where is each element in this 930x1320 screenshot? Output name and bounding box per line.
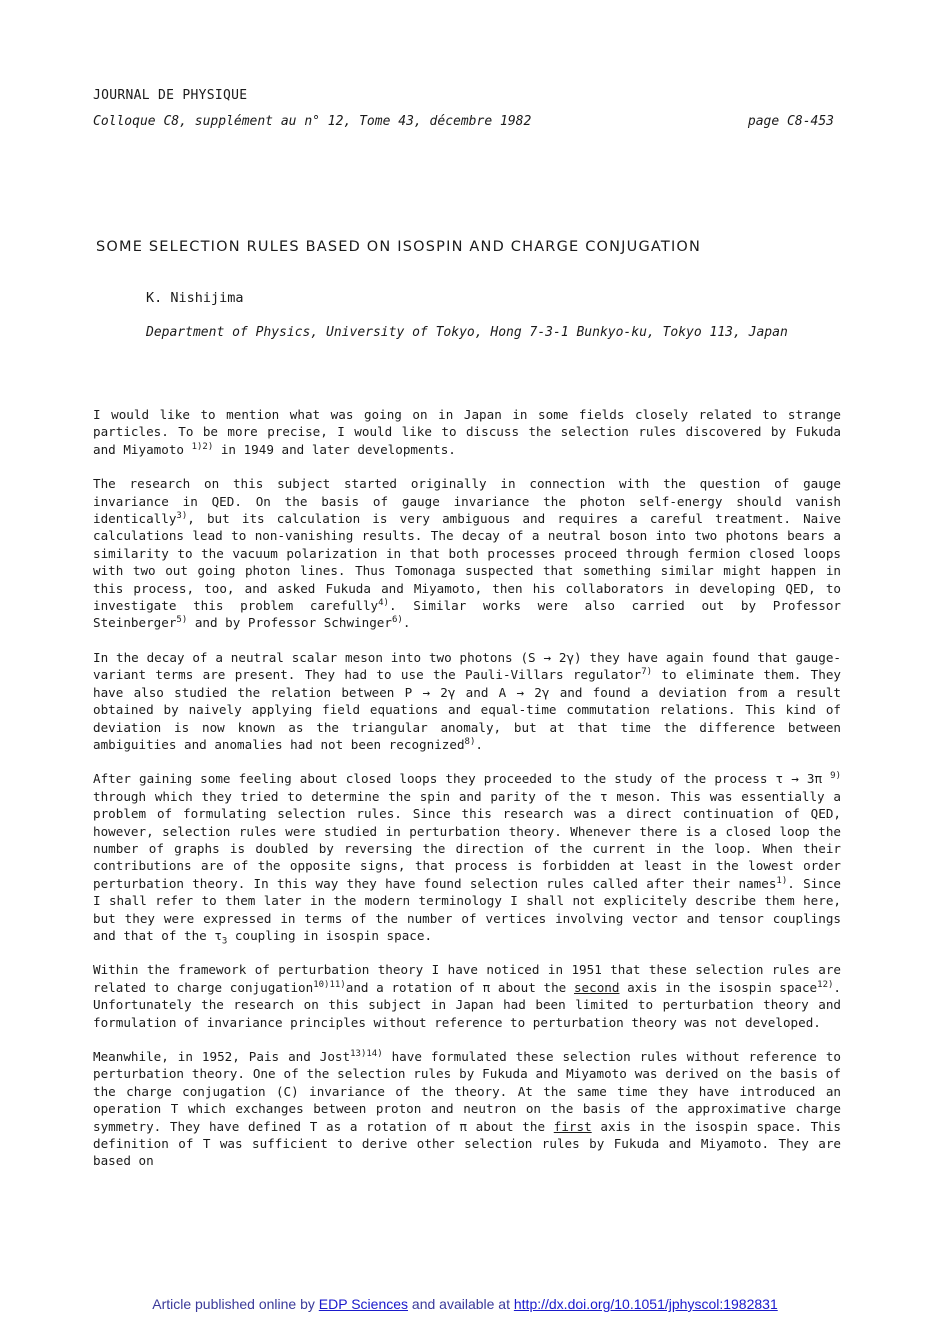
author-name: K. Nishijima bbox=[146, 290, 244, 306]
doi-link[interactable]: http://dx.doi.org/10.1051/jphyscol:1982831 bbox=[513, 1296, 778, 1312]
paragraph-5 bbox=[93, 961, 841, 1031]
footer-middle: and available at bbox=[408, 1296, 514, 1312]
paragraph-4 bbox=[93, 770, 842, 947]
text-run: in 1949 and later developments. bbox=[213, 441, 456, 457]
reference-mark: 1)2) bbox=[191, 441, 214, 452]
journal-name: JOURNAL DE PHYSIQUE bbox=[93, 88, 248, 103]
page-number: page C8-453 bbox=[747, 114, 834, 129]
reference-mark: 8) bbox=[464, 736, 476, 747]
text-run: and by Professor Schwinger bbox=[187, 615, 392, 631]
reference-mark: 9) bbox=[830, 771, 841, 782]
text-run: After gaining some feeling about closed loops they proceeded to the study of the process τ → 3π bbox=[93, 771, 831, 787]
reference-mark: 5) bbox=[176, 615, 188, 626]
text-run: , but its calculation is very ambiguous and requires a careful treatment. Naive calculations lead to non-vanishing results. The decay of a neutral boson into two photons bears a similarity to the vacuum polarization in that both processes proceed through fermion closed loops with two out going photon lines. Thus Tomonaga suspected that something similar might happen in this process, too, and asked Fukuda and Miyamoto, then his collaborators in developing QED, to investigate this problem carefully bbox=[93, 511, 841, 614]
text-run: In the decay of a neutral scalar meson into two photons (S → 2γ) they have again found that gauge-variant terms are present. They had to use the Pauli-Villars regulator bbox=[93, 649, 841, 683]
author-affiliation: Department of Physics, University of Tokyo, Hong 7-3-1 Bunkyo-ku, Tokyo 113, Japan bbox=[146, 325, 788, 340]
reference-mark: 10)11) bbox=[313, 979, 346, 990]
text-run: axis in the isospin space. This definition of T was sufficient to derive other selection rules by Fukuda and Miyamoto. They are based on bbox=[93, 1118, 841, 1169]
text-run: . bbox=[475, 736, 483, 752]
subscript: 3 bbox=[221, 936, 228, 947]
text-run: I would like to mention what was going on in Japan in some fields closely related to strange particles. To be more precise, I would like to discuss the selection rules discovered by Fukuda and Miyamoto bbox=[93, 407, 841, 457]
underlined-word: second bbox=[573, 979, 620, 995]
reference-mark: 7) bbox=[641, 667, 653, 678]
paragraph-6 bbox=[93, 1048, 841, 1170]
reference-mark: 13)14) bbox=[350, 1048, 383, 1059]
text-run: through which they tried to determine the spin and parity of the τ meson. This was essentially a problem of formulating selection rules. Since this research was a direct continuation of QED, however, selection rules were studied in perturbation theory. Whenever there is a closed loop the number of graphs is doubled by reversing the direction of the current in the loop. When their contributions are of the opposite signs, that process is forbidden at least in the lowest order perturbation theory. In this way they have found selection rules called after their names bbox=[93, 788, 841, 891]
paragraph-1 bbox=[93, 406, 841, 458]
text-run: . Since I shall refer to them later in the modern terminology I shall not explicitely describe them here, but they were expressed in terms of the number of vertices involving vector and tensor couplings and that of the τ bbox=[93, 875, 842, 943]
text-run: have formulated these selection rules without reference to perturbation theory. One of the selection rules by Fukuda and Miyamoto was derived on the basis of the charge conjugation (C) invariance of the theory. At the same time they have introduced an operation T which exchanges between proton and neutron on the basis of the approximative charge symmetry. They have defined T as a rotation of π about the bbox=[93, 1049, 841, 1134]
footer-prefix: Article published online by bbox=[152, 1296, 319, 1312]
issue-info: Colloque C8, supplément au n° 12, Tome 43, décembre 1982 bbox=[93, 114, 532, 129]
paragraph-2 bbox=[93, 475, 841, 632]
publisher-link[interactable]: EDP Sciences bbox=[318, 1296, 409, 1312]
underlined-word: first bbox=[553, 1118, 592, 1134]
reference-mark: 3) bbox=[176, 510, 188, 521]
text-run: axis in the isospin space bbox=[619, 979, 818, 995]
text-run: Within the framework of perturbation theory I have noticed in 1951 that these selection rules are related to charge conjugation bbox=[93, 962, 841, 995]
text-run: to eliminate them. They have also studied the relation between P → 2γ and A → 2γ and found a deviation from a result obtained by naively applying field equations and equal-time commutation relations. This kind of deviation is now known as the triangular anomaly, but at that time the difference between ambiguities and anomalies had not been recognized bbox=[93, 667, 841, 752]
reference-mark: 4) bbox=[378, 597, 389, 608]
reference-mark: 6) bbox=[391, 615, 403, 626]
text-run: Meanwhile, in 1952, Pais and Jost bbox=[93, 1049, 351, 1064]
article-body bbox=[93, 406, 841, 1187]
reference-mark: 1) bbox=[776, 875, 788, 886]
text-run: . Similar works were also carried out by Professor Steinberger bbox=[93, 598, 841, 631]
text-run: The research on this subject started originally in connection with the question of gauge invariance in QED. On the basis of gauge invariance the photon self-energy should vanish identically bbox=[93, 476, 841, 527]
text-run: and a rotation of π about the bbox=[345, 979, 574, 995]
article-title: SOME SELECTION RULES BASED ON ISOSPIN AND CHARGE CONJUGATION bbox=[96, 239, 702, 255]
reference-mark: 12) bbox=[817, 979, 834, 990]
text-run: . Unfortunately the research on this subject in Japan had been limited to perturbation theory and formulation of invariance principles without reference to perturbation theory was not developed. bbox=[93, 979, 842, 1030]
publication-footer bbox=[0, 1296, 930, 1312]
paragraph-3 bbox=[93, 649, 841, 753]
text-run: . bbox=[402, 615, 411, 631]
text-run: coupling in isospin space. bbox=[227, 927, 433, 943]
